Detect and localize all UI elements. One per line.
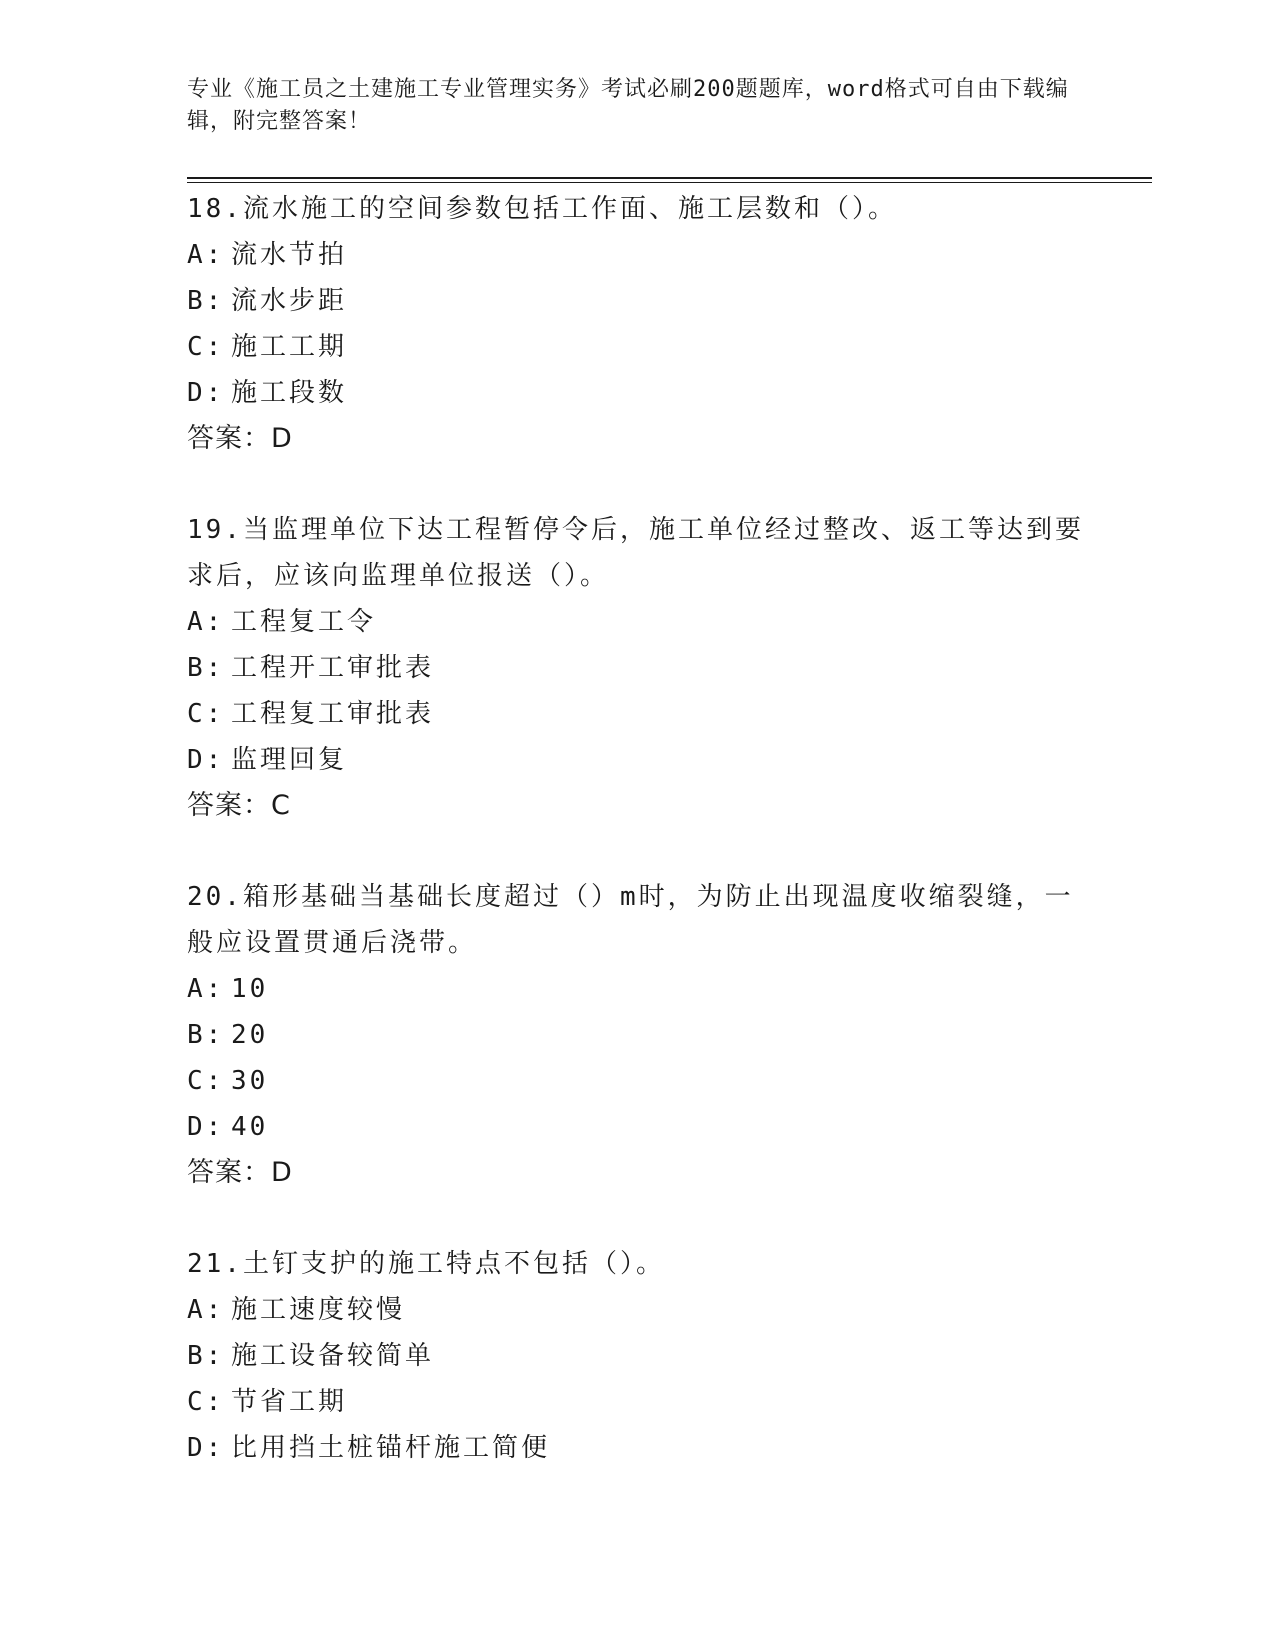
- question-stem: 19.当监理单位下达工程暂停令后，施工单位经过整改、返工等达到要求后，应该向监理单位报送（）。: [187, 515, 1084, 591]
- option-text: 施工段数: [231, 378, 348, 408]
- option-a: [187, 1287, 1087, 1333]
- document-header: 专业《施工员之土建施工专业管理实务》考试必刷200题题库，word格式可自由下载编辑，附完整答案！: [187, 77, 1069, 134]
- question-21: [187, 1241, 1087, 1471]
- option-letter: C:: [187, 1066, 225, 1096]
- option-letter: B:: [187, 1341, 225, 1371]
- option-text: 施工工期: [231, 332, 348, 362]
- question-18: [187, 186, 1087, 462]
- option-c: [187, 324, 1087, 370]
- option-b: [187, 1333, 1087, 1379]
- option-text: 工程复工令: [231, 607, 377, 637]
- option-d: [187, 1425, 1087, 1471]
- option-letter: D:: [187, 745, 225, 775]
- header-divider-thin: [187, 182, 1152, 183]
- option-d: [187, 370, 1087, 416]
- answer-line: 答案：D: [187, 423, 293, 454]
- option-letter: A:: [187, 974, 225, 1004]
- option-c: [187, 691, 1087, 737]
- option-d: [187, 1104, 1087, 1150]
- option-letter: D:: [187, 1112, 225, 1142]
- option-a: [187, 232, 1087, 278]
- option-text: 施工设备较简单: [231, 1341, 435, 1371]
- answer-line: 答案：C: [187, 790, 291, 821]
- option-text: 40: [231, 1112, 269, 1142]
- option-d: [187, 737, 1087, 783]
- option-text: 工程复工审批表: [231, 699, 435, 729]
- question-stem: 18.流水施工的空间参数包括工作面、施工层数和（）。: [187, 194, 897, 224]
- option-text: 10: [231, 974, 269, 1004]
- option-a: [187, 966, 1087, 1012]
- option-letter: C:: [187, 699, 225, 729]
- option-text: 施工速度较慢: [231, 1295, 406, 1325]
- question-19: [187, 507, 1087, 829]
- option-letter: D:: [187, 1433, 225, 1463]
- question-list: [187, 186, 1087, 1516]
- option-letter: B:: [187, 286, 225, 316]
- option-letter: B:: [187, 653, 225, 683]
- header-divider-thick: [187, 177, 1152, 179]
- option-b: [187, 278, 1087, 324]
- option-text: 20: [231, 1020, 269, 1050]
- option-c: [187, 1058, 1087, 1104]
- option-text: 工程开工审批表: [231, 653, 435, 683]
- option-text: 比用挡土桩锚杆施工简便: [231, 1433, 551, 1463]
- option-text: 30: [231, 1066, 269, 1096]
- option-letter: C:: [187, 332, 225, 362]
- option-letter: D:: [187, 378, 225, 408]
- option-letter: A:: [187, 607, 225, 637]
- question-stem: 21.土钉支护的施工特点不包括（）。: [187, 1249, 665, 1279]
- option-text: 监理回复: [231, 745, 348, 775]
- question-stem: 20.箱形基础当基础长度超过（）m时，为防止出现温度收缩裂缝，一般应设置贯通后浇带。: [187, 882, 1074, 958]
- answer-line: 答案：D: [187, 1157, 293, 1188]
- option-b: [187, 1012, 1087, 1058]
- option-text: 流水节拍: [231, 240, 348, 270]
- option-letter: A:: [187, 1295, 225, 1325]
- option-letter: B:: [187, 1020, 225, 1050]
- option-a: [187, 599, 1087, 645]
- option-text: 流水步距: [231, 286, 348, 316]
- option-letter: C:: [187, 1387, 225, 1417]
- option-c: [187, 1379, 1087, 1425]
- option-letter: A:: [187, 240, 225, 270]
- question-20: [187, 874, 1087, 1196]
- option-b: [187, 645, 1087, 691]
- option-text: 节省工期: [231, 1387, 348, 1417]
